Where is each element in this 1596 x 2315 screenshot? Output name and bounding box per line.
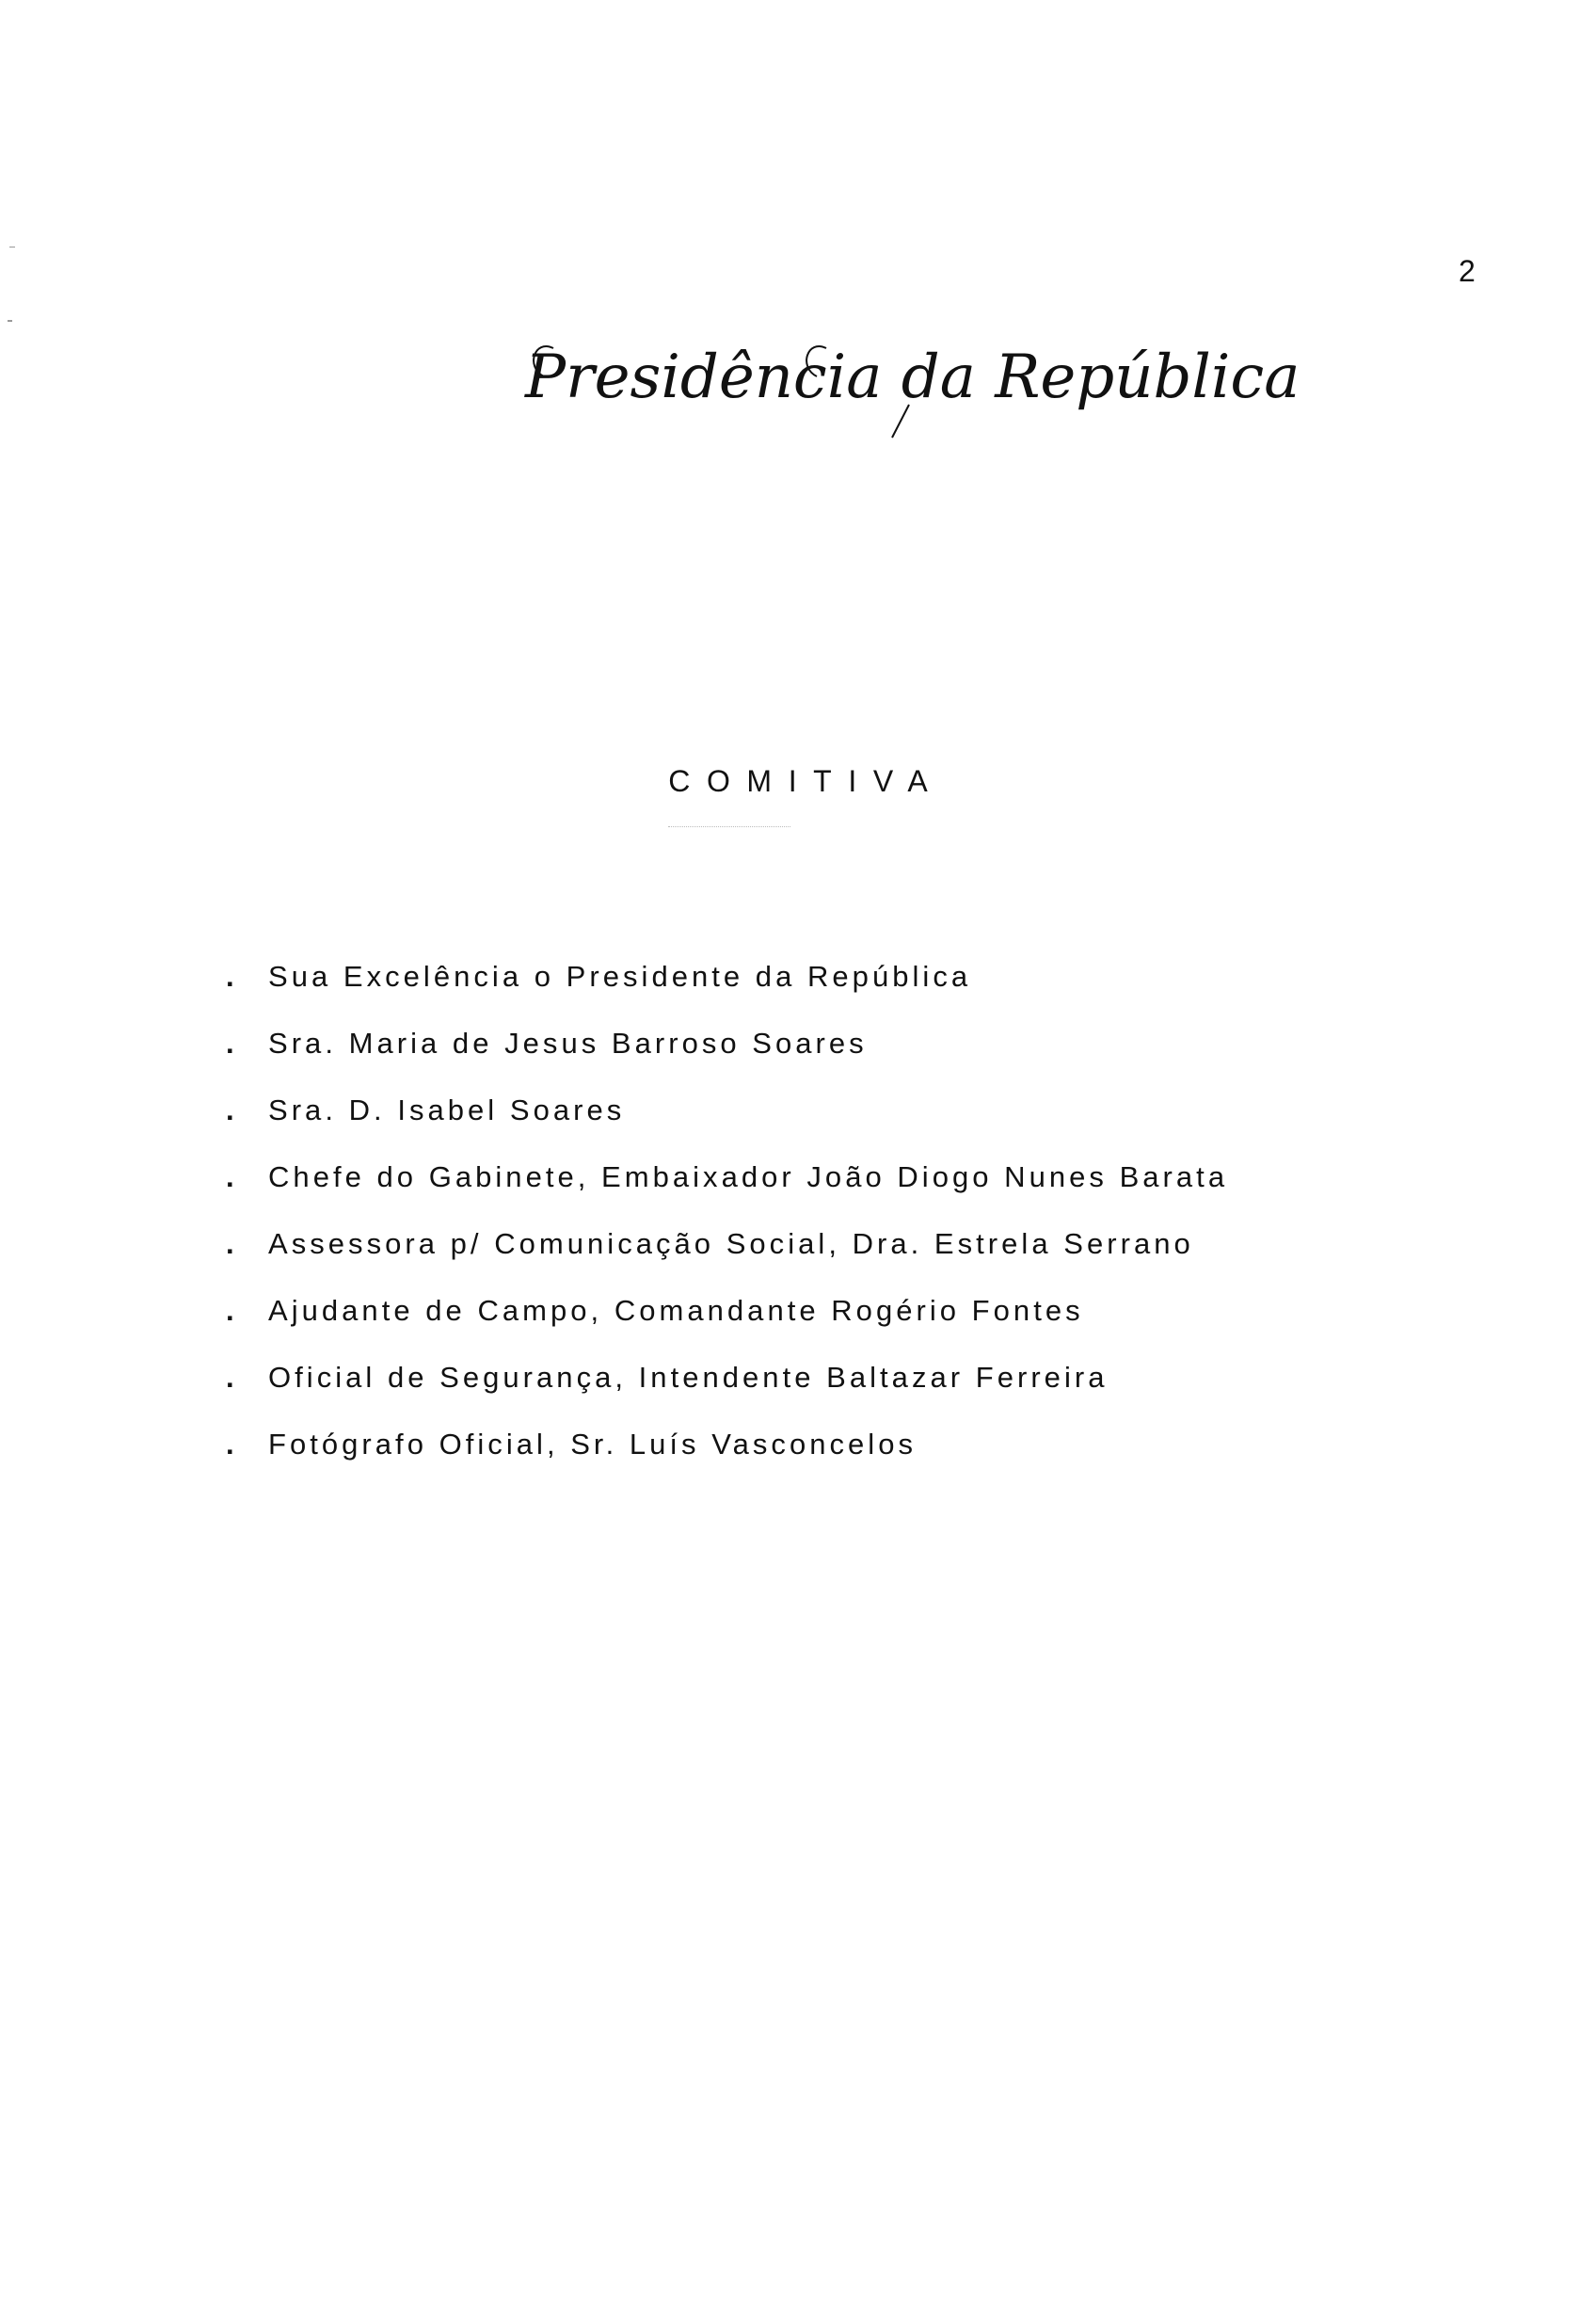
bullet: . <box>226 1027 238 1060</box>
bullet: . <box>226 1094 238 1126</box>
list-item <box>226 1094 1228 1160</box>
bullet: . <box>226 960 238 993</box>
list-item <box>226 1027 1228 1094</box>
member-text: Sua Excelência o Presidente da República <box>268 960 972 993</box>
bullet: . <box>226 1160 238 1193</box>
letterhead-logo <box>516 311 1301 438</box>
member-text: Assessora p/ Comunicação Social, Dra. Estrela Serrano <box>268 1227 1194 1260</box>
scan-speck <box>8 320 12 322</box>
member-text: Sra. Maria de Jesus Barroso Soares <box>268 1027 868 1060</box>
bullet: . <box>226 1361 238 1394</box>
member-text: Sra. D. Isabel Soares <box>268 1094 626 1126</box>
member-text: Ajudante de Campo, Comandante Rogério Fontes <box>268 1294 1084 1327</box>
bullet: . <box>226 1227 238 1260</box>
page-number: 2 <box>1459 254 1476 288</box>
list-item <box>226 960 1228 1027</box>
bullet: . <box>226 1294 238 1327</box>
list-item <box>226 1160 1228 1227</box>
member-text: Fotógrafo Oficial, Sr. Luís Vasconcelos <box>268 1428 918 1461</box>
list-item <box>226 1294 1228 1361</box>
list-item <box>226 1361 1228 1428</box>
title-underline <box>668 826 790 827</box>
script-letterhead-icon <box>516 311 1301 438</box>
bullet: . <box>226 1428 238 1461</box>
member-text: Chefe do Gabinete, Embaixador João Diogo Nunes Barata <box>268 1160 1229 1193</box>
list-item <box>226 1227 1228 1294</box>
page-title: COMITIVA <box>668 764 945 798</box>
member-text: Oficial de Segurança, Intendente Baltazar Ferreira <box>268 1361 1109 1394</box>
list-item <box>226 1428 1228 1494</box>
delegation-list <box>226 960 1228 1494</box>
letterhead-text: Presidência da República <box>525 343 1301 412</box>
